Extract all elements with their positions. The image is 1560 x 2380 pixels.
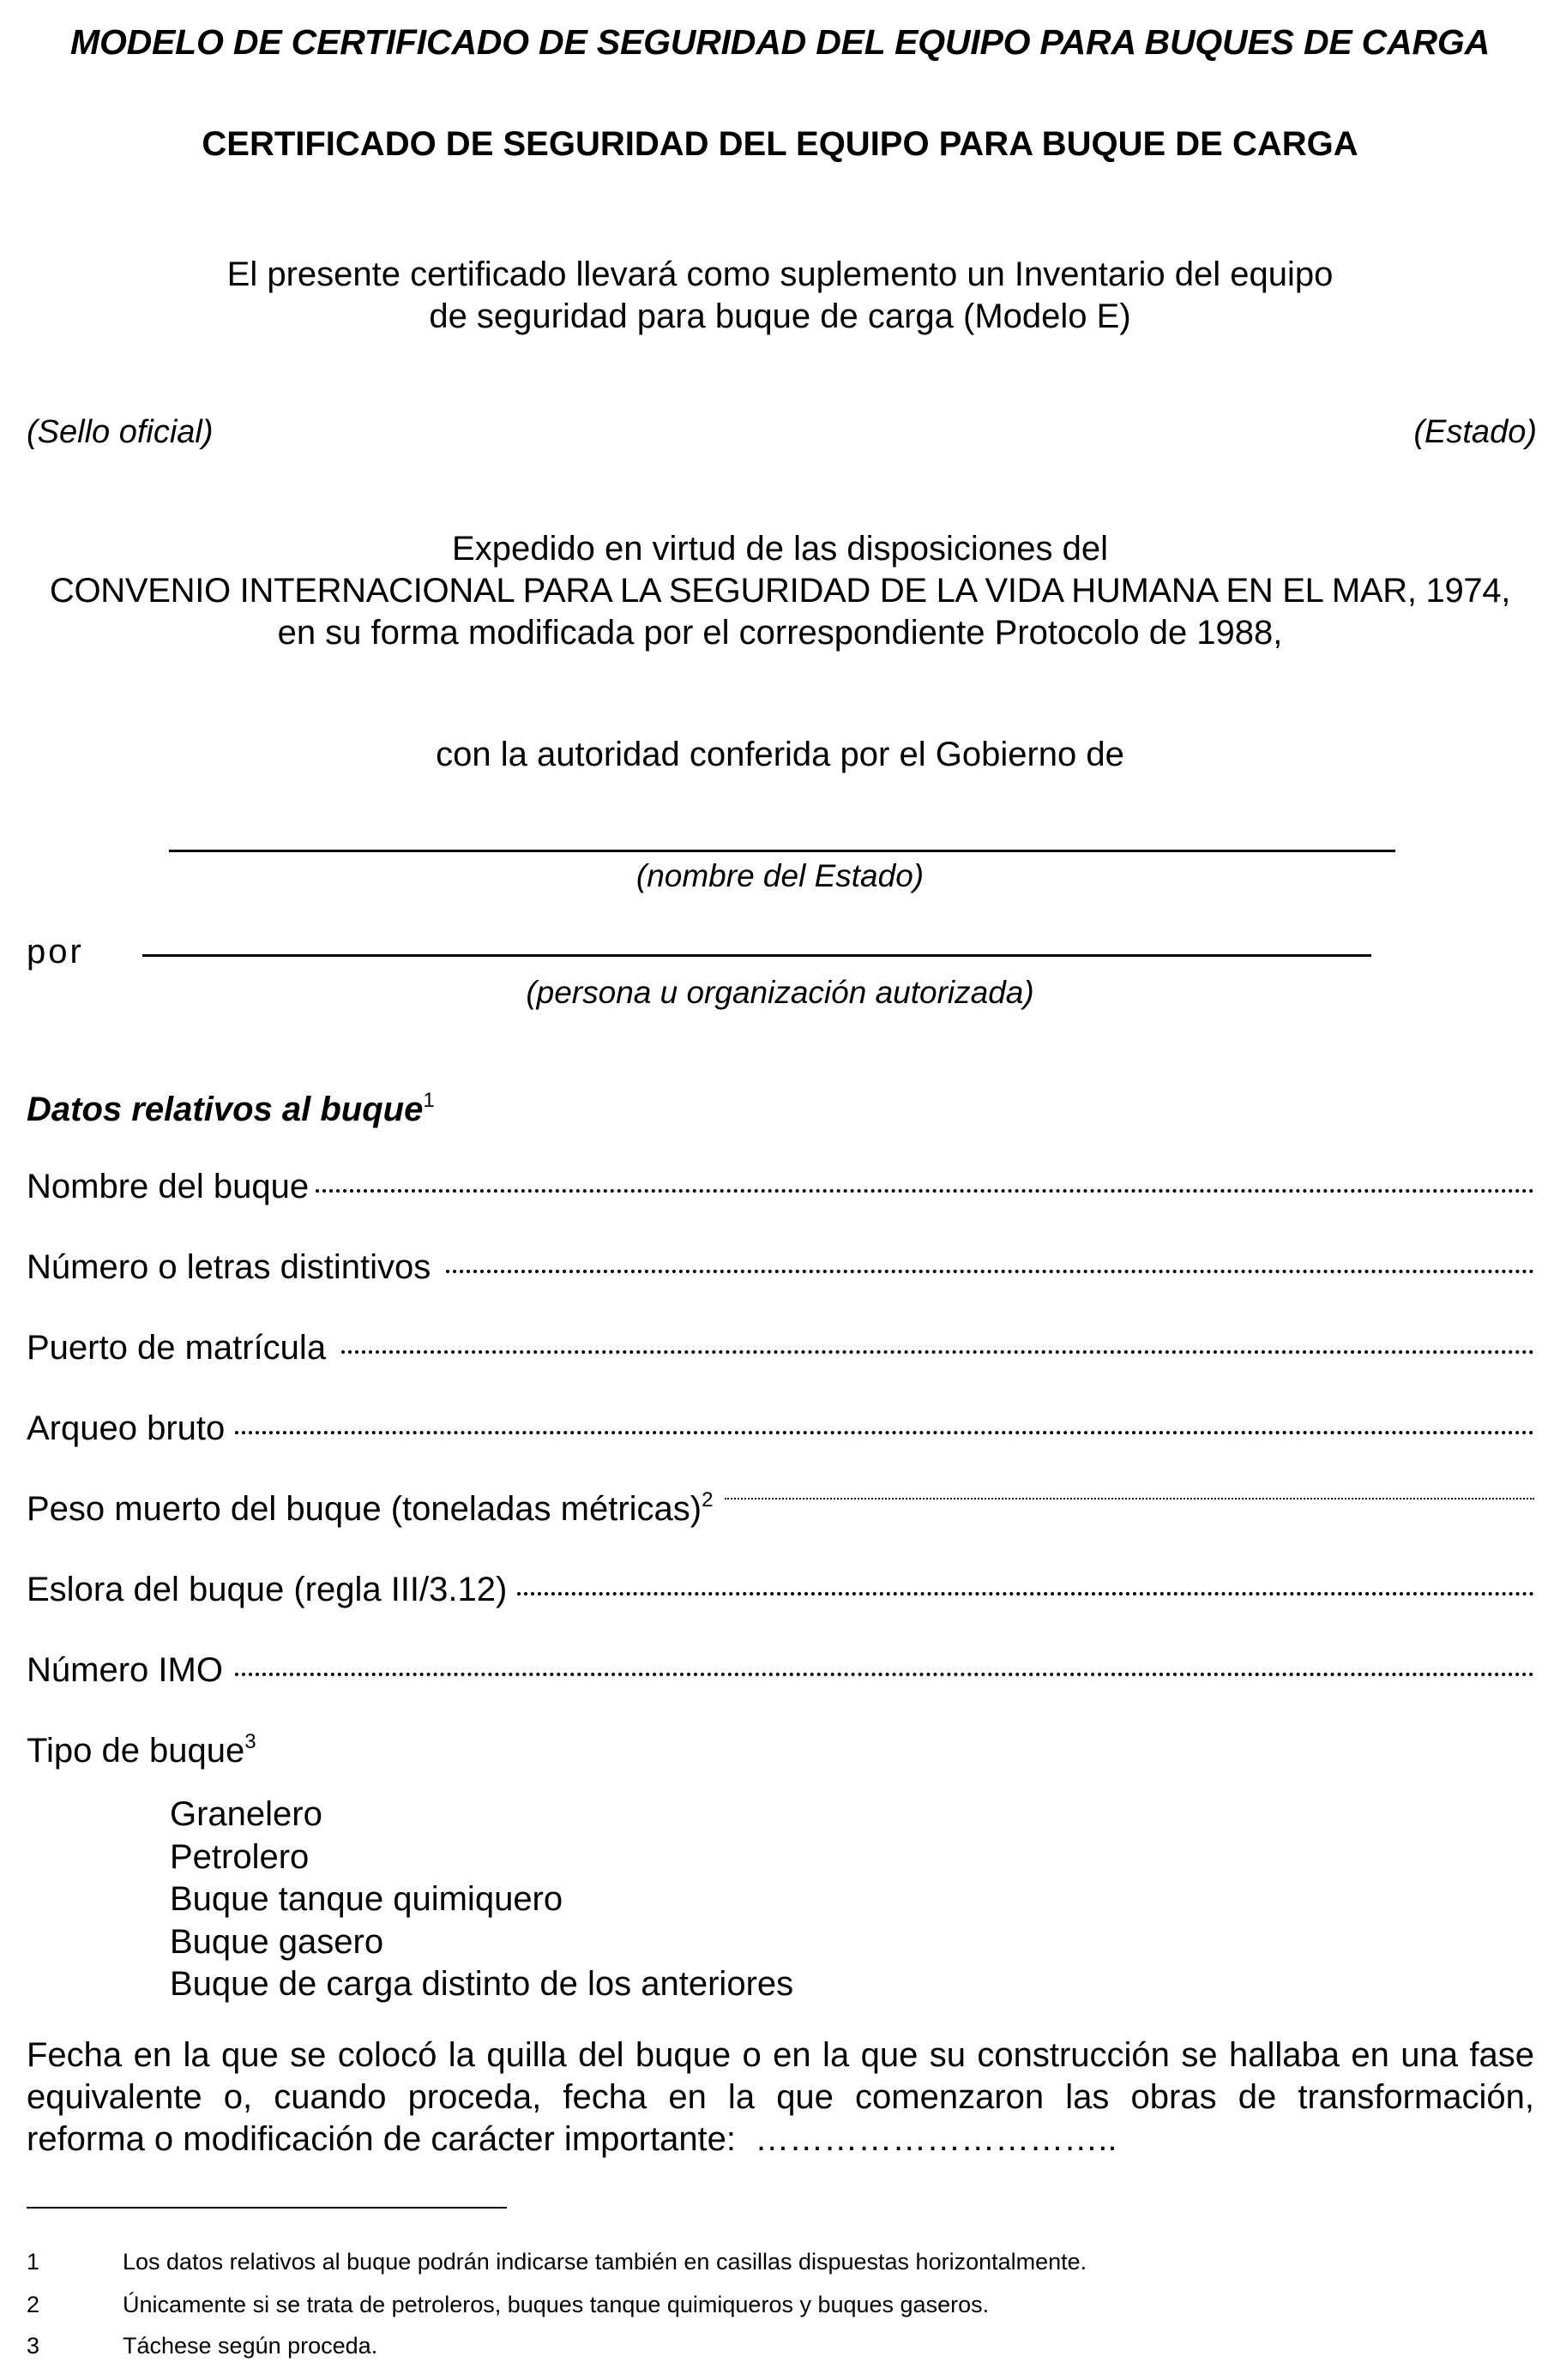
field-imo-number: [27, 1651, 1534, 1694]
field-label: Eslora del buque (regla III/3.12): [27, 1571, 508, 1608]
field-label: Número o letras distintivos: [27, 1248, 431, 1286]
footnote-number: 3: [27, 2333, 40, 2359]
seal-label: (Sello oficial): [27, 414, 214, 450]
ship-name-input[interactable]: [316, 1189, 1534, 1193]
deadweight-input[interactable]: [725, 1498, 1534, 1500]
footnote: [27, 2292, 989, 2318]
field-label: Puerto de matrícula: [27, 1329, 327, 1367]
imo-number-input[interactable]: [235, 1673, 1534, 1676]
field-port-of-registry: [27, 1329, 1534, 1372]
ship-type-label-text: Tipo de buque: [27, 1732, 245, 1770]
intro-text: [0, 254, 1560, 338]
ship-type-list: [170, 1794, 793, 2006]
keel-line: reforma o modificación de carácter importante:: [27, 2120, 737, 2158]
gross-tonnage-input[interactable]: [235, 1431, 1534, 1434]
footnote-text: Táchese según proceda.: [123, 2333, 378, 2359]
ship-type-option[interactable]: Buque tanque quimiquero: [170, 1880, 563, 1918]
authority-text: con la autoridad conferida por el Gobierno de: [436, 736, 1124, 773]
state-label: (Estado): [1413, 414, 1537, 450]
footnote-separator: [27, 2207, 507, 2209]
field-label: Nombre del buque: [27, 1168, 310, 1205]
keel-date-paragraph: [27, 2034, 1534, 2161]
field-label: Arqueo bruto: [27, 1409, 226, 1447]
ship-data-heading-text: Datos relativos al buque: [27, 1091, 424, 1128]
ship-type-option[interactable]: Buque de carga distinto de los anteriores: [170, 1965, 794, 2003]
issued-text: [0, 528, 1560, 654]
intro-line: de seguridad para buque de carga (Modelo E): [429, 298, 1131, 335]
field-distinctive-number: [27, 1248, 1534, 1291]
issued-line: Expedido en virtud de las disposiciones del: [452, 530, 1108, 568]
length-input[interactable]: [517, 1592, 1534, 1596]
footnote-text: Únicamente si se trata de petroleros, buques tanque quimiqueros y buques gaseros.: [123, 2292, 990, 2317]
footnote-number: 1: [27, 2249, 40, 2275]
distinctive-number-input[interactable]: [446, 1270, 1534, 1273]
certificate-title: CERTIFICADO DE SEGURIDAD DEL EQUIPO PARA BUQUE DE CARGA: [202, 125, 1358, 163]
person-caption: (persona u organización autorizada): [526, 975, 1034, 1010]
keel-line: equivalente o, cuando proceda, fecha en la que comenzaron las obras de transformación,: [27, 2078, 1534, 2116]
field-deadweight: [27, 1490, 1534, 1533]
ship-type-label: [27, 1732, 256, 1770]
state-name-line[interactable]: [169, 850, 1395, 852]
keel-line: Fecha en la que se colocó la quilla del buque o en la que su construcción se hallaba en una fase: [27, 2036, 1534, 2074]
por-label: por: [27, 933, 84, 971]
footnote-ref: 3: [244, 1730, 256, 1753]
model-title: MODELO DE CERTIFICADO DE SEGURIDAD DEL EQUIPO PARA BUQUES DE CARGA: [69, 22, 1491, 62]
intro-line: El presente certificado llevará como suplemento un Inventario del equipo: [226, 255, 1334, 293]
keel-line-last: [27, 2119, 1534, 2161]
ship-type-option[interactable]: Petrolero: [170, 1837, 310, 1876]
ship-data-heading: [27, 1091, 435, 1129]
field-label: Número IMO: [27, 1651, 223, 1689]
issued-line: CONVENIO INTERNACIONAL PARA LA SEGURIDAD DE LA VIDA HUMANA EN EL MAR, 1974,: [49, 572, 1511, 610]
footnote-text: Los datos relativos al buque podrán indicarse también en casillas dispuestas horizontalmente.: [123, 2249, 1087, 2275]
port-of-registry-input[interactable]: [341, 1350, 1534, 1354]
field-length: [27, 1571, 1534, 1614]
issued-line: en su forma modificada por el correspondiente Protocolo de 1988,: [277, 614, 1283, 652]
footnote-number: 2: [27, 2292, 40, 2317]
footnote: [27, 2249, 1087, 2275]
footnote-ref: 1: [423, 1089, 435, 1112]
field-ship-name: [27, 1168, 1534, 1211]
authorized-person-line[interactable]: [142, 954, 1371, 957]
field-label-text: Peso muerto del buque (toneladas métricas): [27, 1490, 702, 1528]
footnote-ref: 2: [702, 1488, 714, 1512]
field-gross-tonnage: [27, 1409, 1534, 1452]
keel-date-input[interactable]: …………………………..: [755, 2120, 1117, 2158]
footnote: [27, 2333, 377, 2359]
ship-type-option[interactable]: Granelero: [170, 1795, 322, 1833]
field-label: [27, 1490, 713, 1529]
ship-type-option[interactable]: Buque gasero: [170, 1922, 384, 1961]
state-caption: (nombre del Estado): [635, 858, 925, 893]
